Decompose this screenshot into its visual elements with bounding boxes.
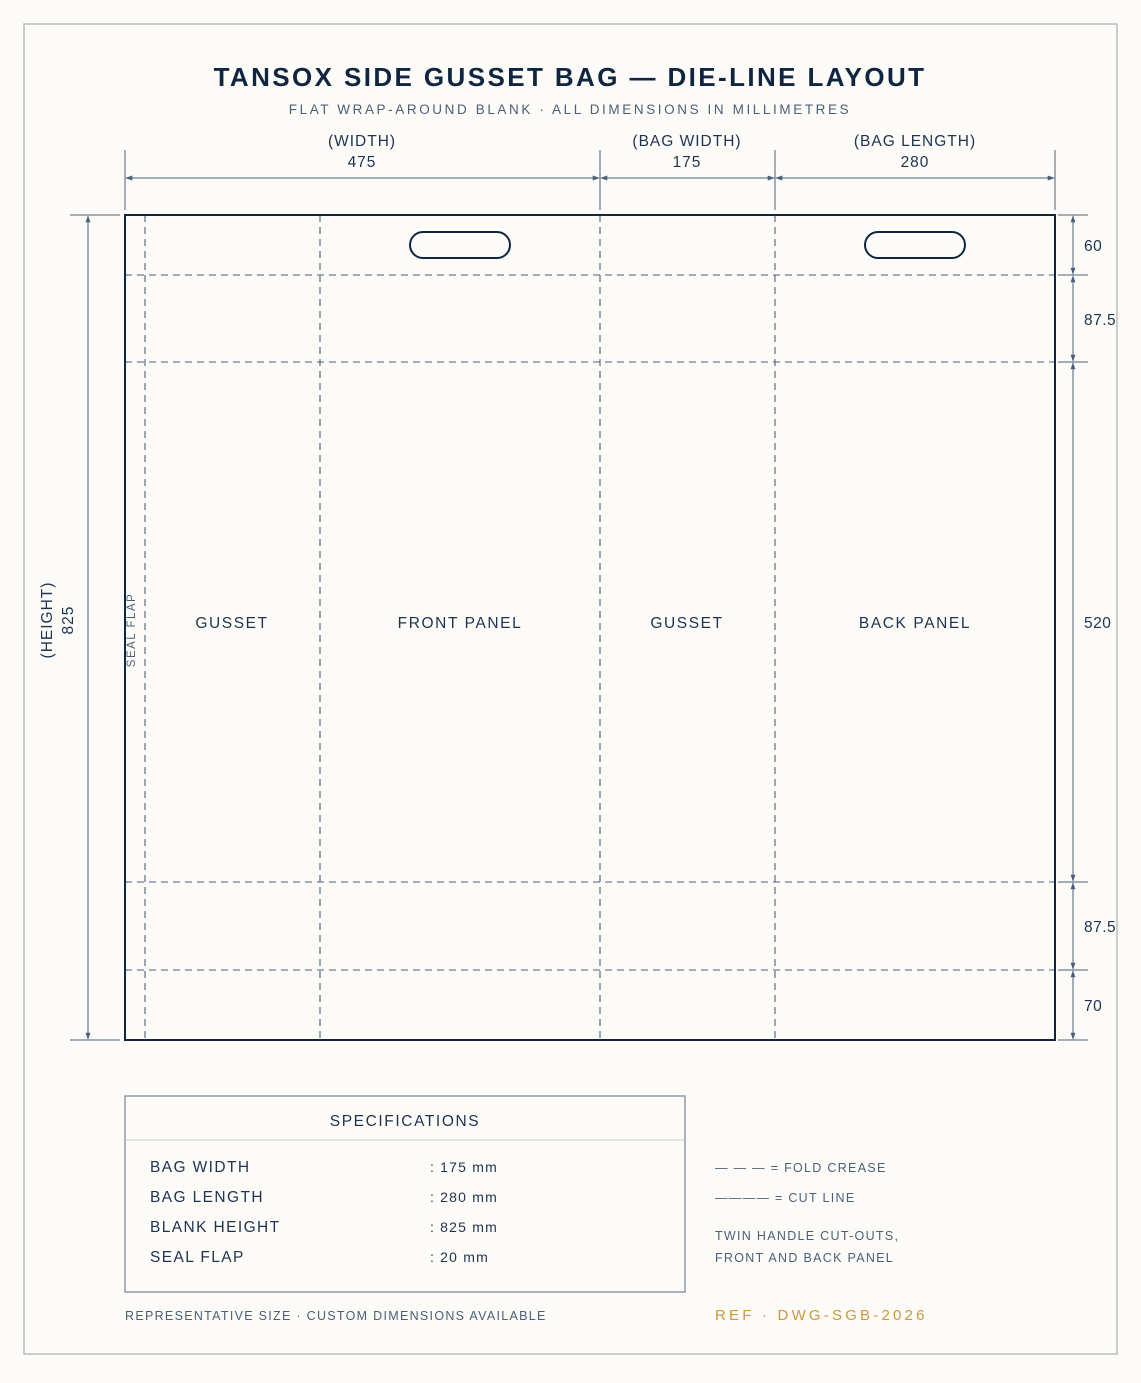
bag-width-dim-value: 175: [672, 154, 702, 171]
sheet-frame: [24, 24, 1117, 1354]
back-handle-cutout: [865, 232, 965, 258]
width-dim-value: 475: [347, 154, 377, 171]
legend-note-line1: TWIN HANDLE CUT-OUTS,: [715, 1229, 900, 1243]
front-handle-cutout: [410, 232, 510, 258]
seal-flap-label: SEAL FLAP: [126, 592, 138, 668]
height-dim-value: 825: [60, 605, 77, 635]
front-panel-label: FRONT PANEL: [397, 615, 523, 632]
legend-fold-crease: — — — = FOLD CREASE: [715, 1161, 887, 1175]
back-panel-label: BACK PANEL: [858, 615, 972, 632]
specifications-box: [125, 1096, 685, 1292]
drawing-subtitle: FLAT WRAP-AROUND BLANK · ALL DIMENSIONS IN MILLIMETRES: [288, 102, 852, 117]
right-dim-70: 70: [1084, 998, 1103, 1015]
width-dim-label: (WIDTH): [327, 133, 397, 150]
legend: [715, 1161, 899, 1265]
right-dim-60: 60: [1084, 238, 1103, 255]
drawing-title: TANSOX SIDE GUSSET BAG — DIE-LINE LAYOUT: [213, 62, 927, 92]
right-dim-87-5-bottom: 87.5: [1084, 919, 1117, 936]
spec-value-blank-height: : 825 mm: [430, 1219, 498, 1235]
left-extension-lines: [70, 215, 120, 1040]
spec-label-seal-flap: SEAL FLAP: [150, 1249, 245, 1266]
bag-length-dim-value: 280: [900, 154, 930, 171]
spec-value-bag-length: : 280 mm: [430, 1189, 498, 1205]
gusset-right-label: GUSSET: [650, 615, 724, 632]
height-dim-label: (HEIGHT): [39, 581, 56, 659]
bag-length-dim-label: (BAG LENGTH): [853, 133, 977, 150]
spec-label-blank-height: BLANK HEIGHT: [150, 1219, 281, 1236]
bag-width-dim-label: (BAG WIDTH): [632, 133, 742, 150]
gusset-left-label: GUSSET: [195, 615, 269, 632]
right-dim-87-5-top: 87.5: [1084, 312, 1117, 329]
right-dim-520: 520: [1084, 615, 1112, 632]
footer-note: REPRESENTATIVE SIZE · CUSTOM DIMENSIONS AVAILABLE: [125, 1309, 547, 1323]
legend-cut-line: ———— = CUT LINE: [715, 1191, 856, 1205]
specifications-heading: SPECIFICATIONS: [329, 1113, 481, 1130]
spec-label-bag-width: BAG WIDTH: [150, 1159, 251, 1176]
spec-label-bag-length: BAG LENGTH: [150, 1189, 264, 1206]
drawing-reference: REF · DWG-SGB-2026: [715, 1307, 928, 1324]
spec-value-bag-width: : 175 mm: [430, 1159, 498, 1175]
spec-value-seal-flap: : 20 mm: [430, 1249, 489, 1265]
legend-note-line2: FRONT AND BACK PANEL: [715, 1251, 895, 1265]
